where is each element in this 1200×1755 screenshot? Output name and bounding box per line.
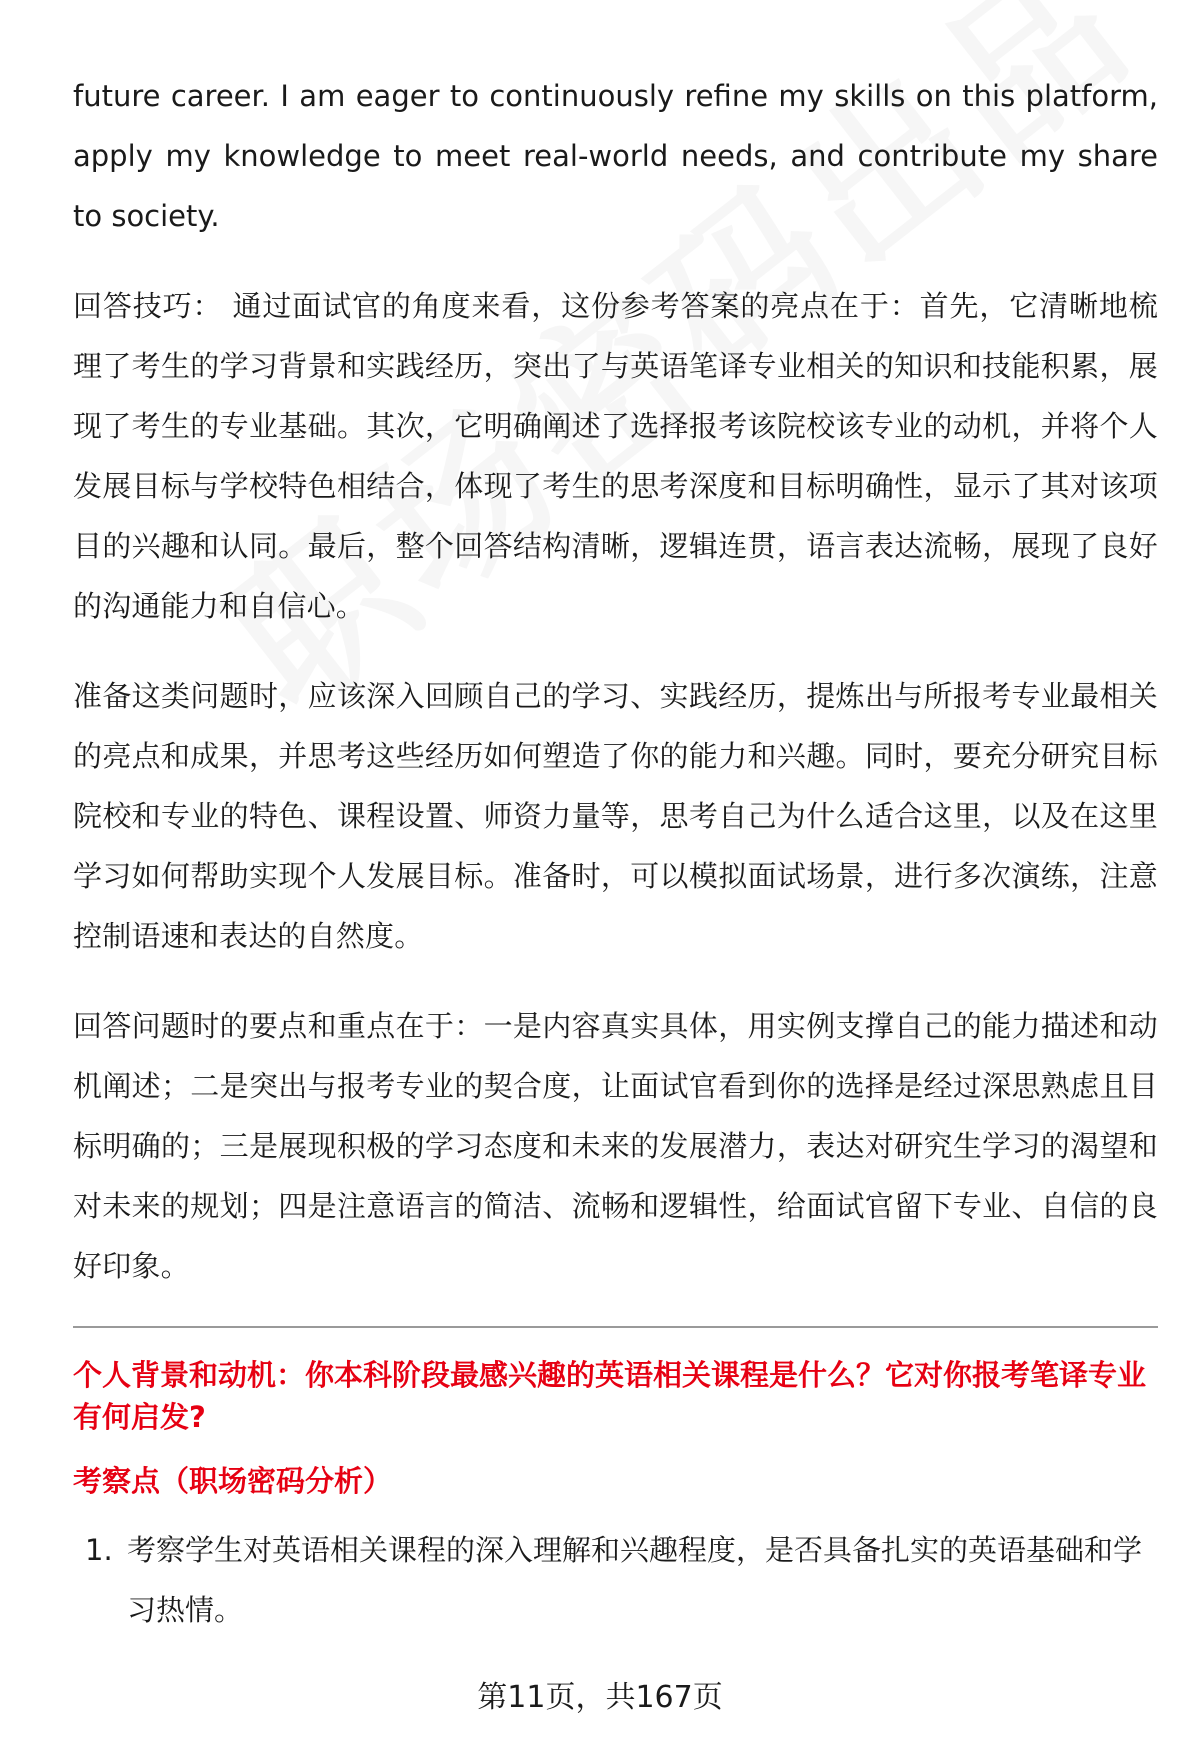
assessment-points-list: [73, 1520, 1158, 1640]
section-divider: [73, 1326, 1158, 1328]
list-item: [73, 1520, 1158, 1640]
paragraph-preparation: 准备这类问题时，应该深入回顾自己的学习、实践经历，提炼出与所报考专业最相关的亮点和成果，并思考这些经历如何塑造了你的能力和兴趣。同时，要充分研究目标院校和专业的特色、课程设置、师资力量等，思考自己为什么适合这里，以及在这里学习如何帮助实现个人发展目标。准备时，可以模拟面试场景，进行多次演练，注意控制语速和表达的自然度。: [73, 679, 1158, 953]
paragraph-key-points: 回答问题时的要点和重点在于：一是内容真实具体，用实例支撑自己的能力描述和动机阐述；二是突出与报考专业的契合度，让面试官看到你的选择是经过深思熟虑且目标明确的；三是展现积极的学习态度和未来的发展潜力，表达对研究生学习的渴望和对未来的规划；四是注意语言的简洁、流畅和逻辑性，给面试官留下专业、自信的良好印象。: [73, 1009, 1158, 1283]
list-item-number: 1.: [85, 1533, 113, 1567]
page-number: 第11页，共167页: [477, 1680, 723, 1715]
question-heading: 个人背景和动机：你本科阶段最感兴趣的英语相关课程是什么？它对你报考笔译专业有何启发?: [73, 1358, 1147, 1434]
page-content: [73, 66, 1158, 1640]
list-item-text: 考察学生对英语相关课程的深入理解和兴趣程度，是否具备扎实的英语基础和学习热情。: [127, 1533, 1143, 1627]
assessment-points-heading: 考察点（职场密码分析）: [73, 1464, 393, 1498]
paragraph-answer-tips: 回答技巧： 通过面试官的角度来看，这份参考答案的亮点在于：首先，它清晰地梳理了考生的学习背景和实践经历，突出了与英语笔译专业相关的知识和技能积累，展现了考生的专业基础。其次，它明确阐述了选择报考该院校该专业的动机，并将个人发展目标与学校特色相结合，体现了考生的思考深度和目标明确性，显示了其对该项目的兴趣和认同。最后，整个回答结构清晰，逻辑连贯，语言表达流畅，展现了良好的沟通能力和自信心。: [73, 289, 1158, 623]
paragraph-answer-end: future career. I am eager to continuously refine my skills on this platform, apply my knowledge to meet real-world needs, and contribute my share to society.: [73, 79, 1158, 233]
